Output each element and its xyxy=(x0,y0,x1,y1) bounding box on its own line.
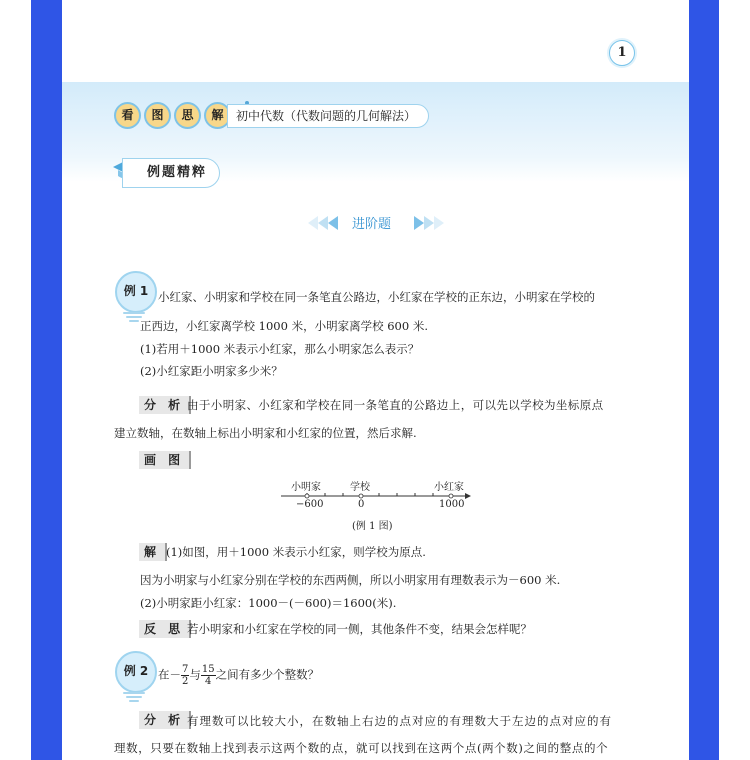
right-frame-bar xyxy=(689,0,719,760)
example-2-suffix: 之间有多少个整数？ xyxy=(215,667,320,682)
fraction-numerator: 7 xyxy=(182,664,189,675)
number-line-label-school: 学校 xyxy=(350,482,370,493)
example-1-badge: 例 1 xyxy=(115,271,157,313)
solution-text: (1)如图，用＋1000 米表示小红家，则学校为原点. xyxy=(166,545,426,559)
number-line-label-xiaoming: 小明家 xyxy=(291,482,321,493)
example-2-prefix: 在－ xyxy=(158,667,181,682)
left-margin xyxy=(0,0,31,760)
right-margin xyxy=(719,0,750,760)
fraction-fifteen-quarters xyxy=(201,664,216,687)
series-char: 图 xyxy=(144,102,171,129)
analysis-text: 由于小明家、小红家和学校在同一条笔直的公路边上，可以先以学校为坐标原点 xyxy=(187,398,604,412)
book-page xyxy=(62,0,689,760)
analysis-label: 分 析 xyxy=(139,711,191,729)
example-1-text: 正西边，小红家离学校 1000 米，小明家离学校 600 米. xyxy=(140,319,428,333)
analysis-label: 分 析 xyxy=(139,396,191,414)
solution-text: 因为小明家与小红家分别在学校的东西两侧，所以小明家用有理数表示为－600 米. xyxy=(140,573,561,587)
series-title xyxy=(114,102,231,129)
example-2-middle: 与 xyxy=(189,667,201,682)
solution-text: (2)小明家距小红家：1000－(－600)＝1600(米). xyxy=(140,596,397,610)
draw-label: 画 图 xyxy=(139,451,191,469)
number-line-value: 1000 xyxy=(439,499,465,510)
reflect-text: 若小明家和小红家在学校的同一侧，其他条件不变，结果会怎样呢？ xyxy=(187,622,532,636)
analysis-text: 理数，只要在数轴上找到表示这两个数的点，就可以找到在这两个点(两个数)之间的整点的个 xyxy=(114,741,609,755)
figure-caption: (例 1 图) xyxy=(352,521,393,532)
fraction-denominator: 4 xyxy=(205,676,212,687)
reflect-label: 反 思 xyxy=(139,620,191,638)
example-1-question: (2)小红家距小明家多少米？ xyxy=(140,364,283,378)
analysis-text: 有理数可以比较大小，在数轴上右边的点对应的有理数大于左边的点对应的有 xyxy=(187,714,612,728)
fraction-denominator: 2 xyxy=(182,676,189,687)
example-1-text: 小红家、小明家和学校在同一条笔直公路边，小红家在学校的正东边，小明家在学校的 xyxy=(158,290,595,304)
example-2-question xyxy=(158,664,319,687)
number-line-value: −600 xyxy=(296,499,324,510)
example-2-badge: 例 2 xyxy=(115,651,157,693)
fraction-numerator: 15 xyxy=(201,664,215,675)
double-arrow-left-icon xyxy=(306,216,340,230)
level-title: 进阶题 xyxy=(352,217,392,232)
badge-underline xyxy=(123,692,145,702)
double-arrow-right-icon xyxy=(412,216,446,230)
level-heading xyxy=(306,213,446,233)
number-line-label-xiaohong: 小红家 xyxy=(434,482,464,493)
left-frame-bar xyxy=(31,0,62,760)
analysis-text: 建立数轴，在数轴上标出小明家和小红家的位置，然后求解. xyxy=(114,426,417,440)
series-char: 看 xyxy=(114,102,141,129)
book-subtitle: 初中代数（代数问题的几何解法） xyxy=(227,104,429,128)
series-char: 思 xyxy=(174,102,201,129)
number-line-value: 0 xyxy=(358,499,365,510)
section-title: 例题精粹 xyxy=(122,158,220,188)
example-1-question: (1)若用＋1000 米表示小红家，那么小明家怎么表示？ xyxy=(140,342,420,356)
series-char: 解 xyxy=(204,102,231,129)
solution-label: 解 xyxy=(139,543,167,561)
page-number: 1 xyxy=(609,40,635,66)
